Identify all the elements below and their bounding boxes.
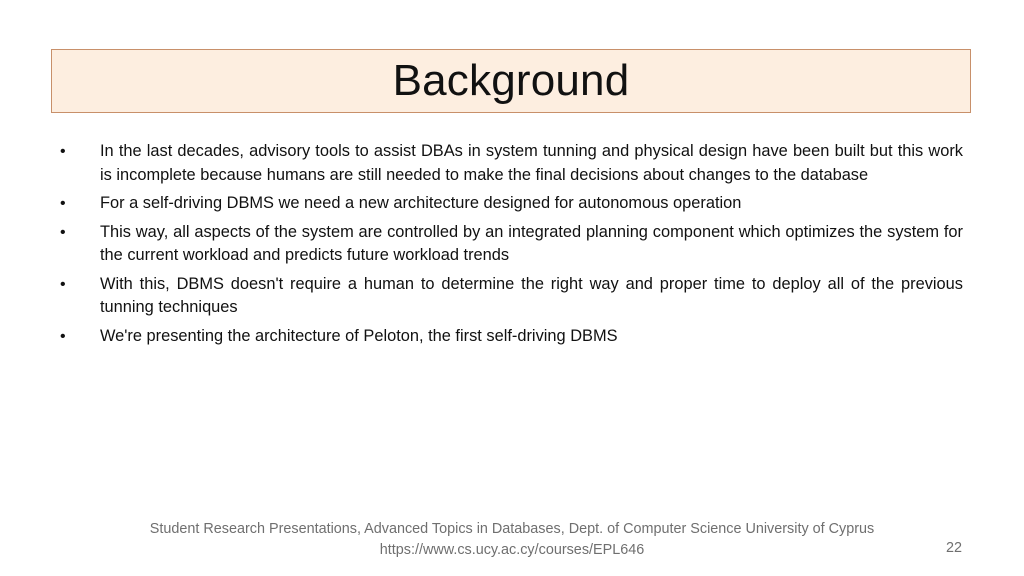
bullet-list [60,140,963,353]
footer-course-line: Student Research Presentations, Advanced Topics in Databases, Dept. of Computer Science University of Cyprus [149,521,875,537]
bullet-marker: • [60,327,66,345]
bullet-item [60,140,963,187]
bullet-text: We're presenting the architecture of Peloton, the first self-driving DBMS [100,326,618,345]
bullet-text: This way, all aspects of the system are controlled by an integrated planning component which optimizes the system for the current workload and predicts future workload trends [100,222,963,264]
bullet-marker: • [60,195,66,212]
footer-url: https://www.cs.ucy.ac.cy/courses/EPL646 [379,542,645,558]
page-number: 22 [945,540,962,556]
bullet-item [60,273,963,320]
slide-footer [0,519,1024,561]
bullet-text: For a self-driving DBMS we need a new architecture designed for autonomous operation [100,194,742,212]
slide-title-box [51,49,971,113]
bullet-marker: • [60,143,66,160]
bullet-item [60,325,963,349]
bullet-text: In the last decades, advisory tools to assist DBAs in system tunning and physical design have been built but this work is incomplete because humans are still needed to make the final decisions about changes to the database [100,142,963,184]
bullet-marker: • [60,275,66,293]
bullet-item [60,221,963,268]
bullet-marker: • [60,223,66,241]
slide-title: Background [392,56,630,105]
bullet-item [60,192,963,216]
bullet-text: With this, DBMS doesn't require a human to determine the right way and proper time to deploy all of the previous tunning techniques [100,274,963,316]
